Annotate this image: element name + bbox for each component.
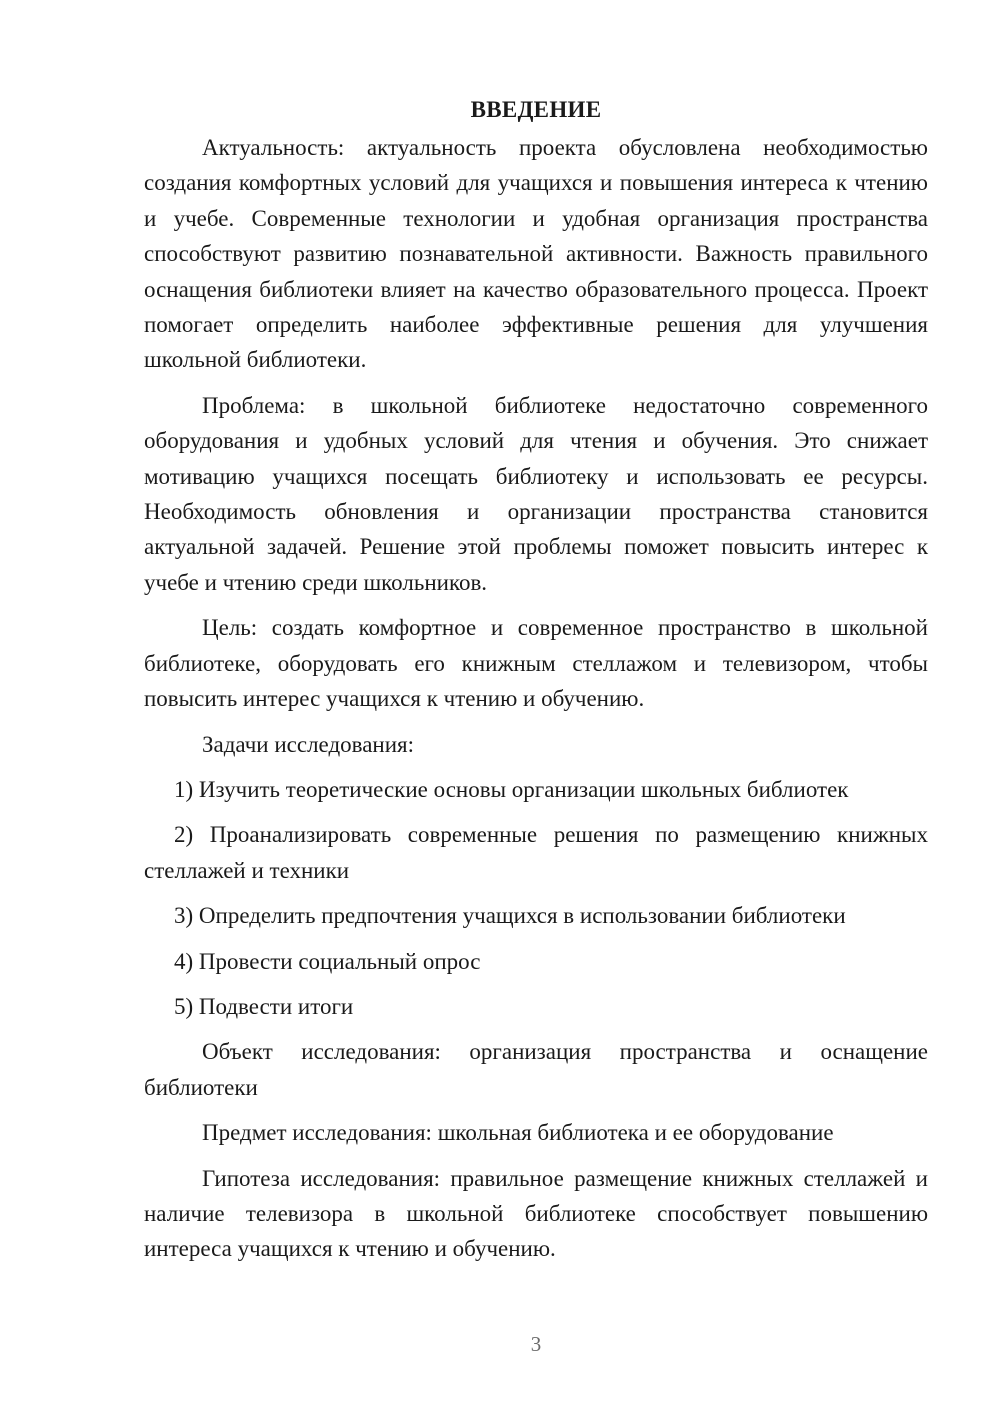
list-item: 1) Изучить теоретические основы организации школьных библиотек: [174, 776, 849, 802]
paragraph-problem: Проблема: в школьной библиотеке недостаточно современного оборудования и удобных условий для чтения и обучения. Это снижает мотивацию учащихся посещать библиотеку и использовать ее ресурсы. Необходимость обновления и организации пространства становится актуальной задачей. Решение этой проблемы поможет повысить интерес к учебе и чтению среди школьников.: [144, 392, 928, 595]
list-item: 2) Проанализировать современные решения по размещению книжных стеллажей и техники: [144, 822, 928, 883]
paragraph-hypothesis: Гипотеза исследования: правильное размещение книжных стеллажей и наличие телевизора в школьной библиотеке способствует повышению интереса учащихся к чтению и обучению.: [144, 1165, 928, 1262]
list-item: 5) Подвести итоги: [174, 993, 354, 1019]
page-number: 3: [530, 1332, 542, 1356]
paragraph-goal: Цель: создать комфортное и современное пространство в школьной библиотеке, оборудовать его книжным стеллажом и телевизором, чтобы повысить интерес учащихся к чтению и обучению.: [144, 615, 928, 712]
list-item: 3) Определить предпочтения учащихся в использовании библиотеки: [174, 903, 846, 929]
document-page: [144, 90, 928, 1277]
paragraph-object: Объект исследования: организация пространства и оснащение библиотеки: [144, 1039, 928, 1100]
tasks-list: [144, 772, 928, 1024]
list-item: 4) Провести социальный опрос: [174, 948, 481, 974]
paragraph-subject: Предмет исследования: школьная библиотека и ее оборудование: [202, 1120, 834, 1146]
paragraph-relevance: Актуальность: актуальность проекта обусловлена необходимостью создания комфортных условий для учащихся и повышения интереса к чтению и учебе. Современные технологии и удобная организация пространства способствуют развитию познавательной активности. Важность правильного оснащения библиотеки влияет на качество образовательного процесса. Проект помогает определить наиболее эффективные решения для улучшения школьной библиотеки.: [144, 135, 928, 373]
section-heading: ВВЕДЕНИЕ: [470, 97, 602, 122]
tasks-title: Задачи исследования:: [202, 731, 415, 757]
